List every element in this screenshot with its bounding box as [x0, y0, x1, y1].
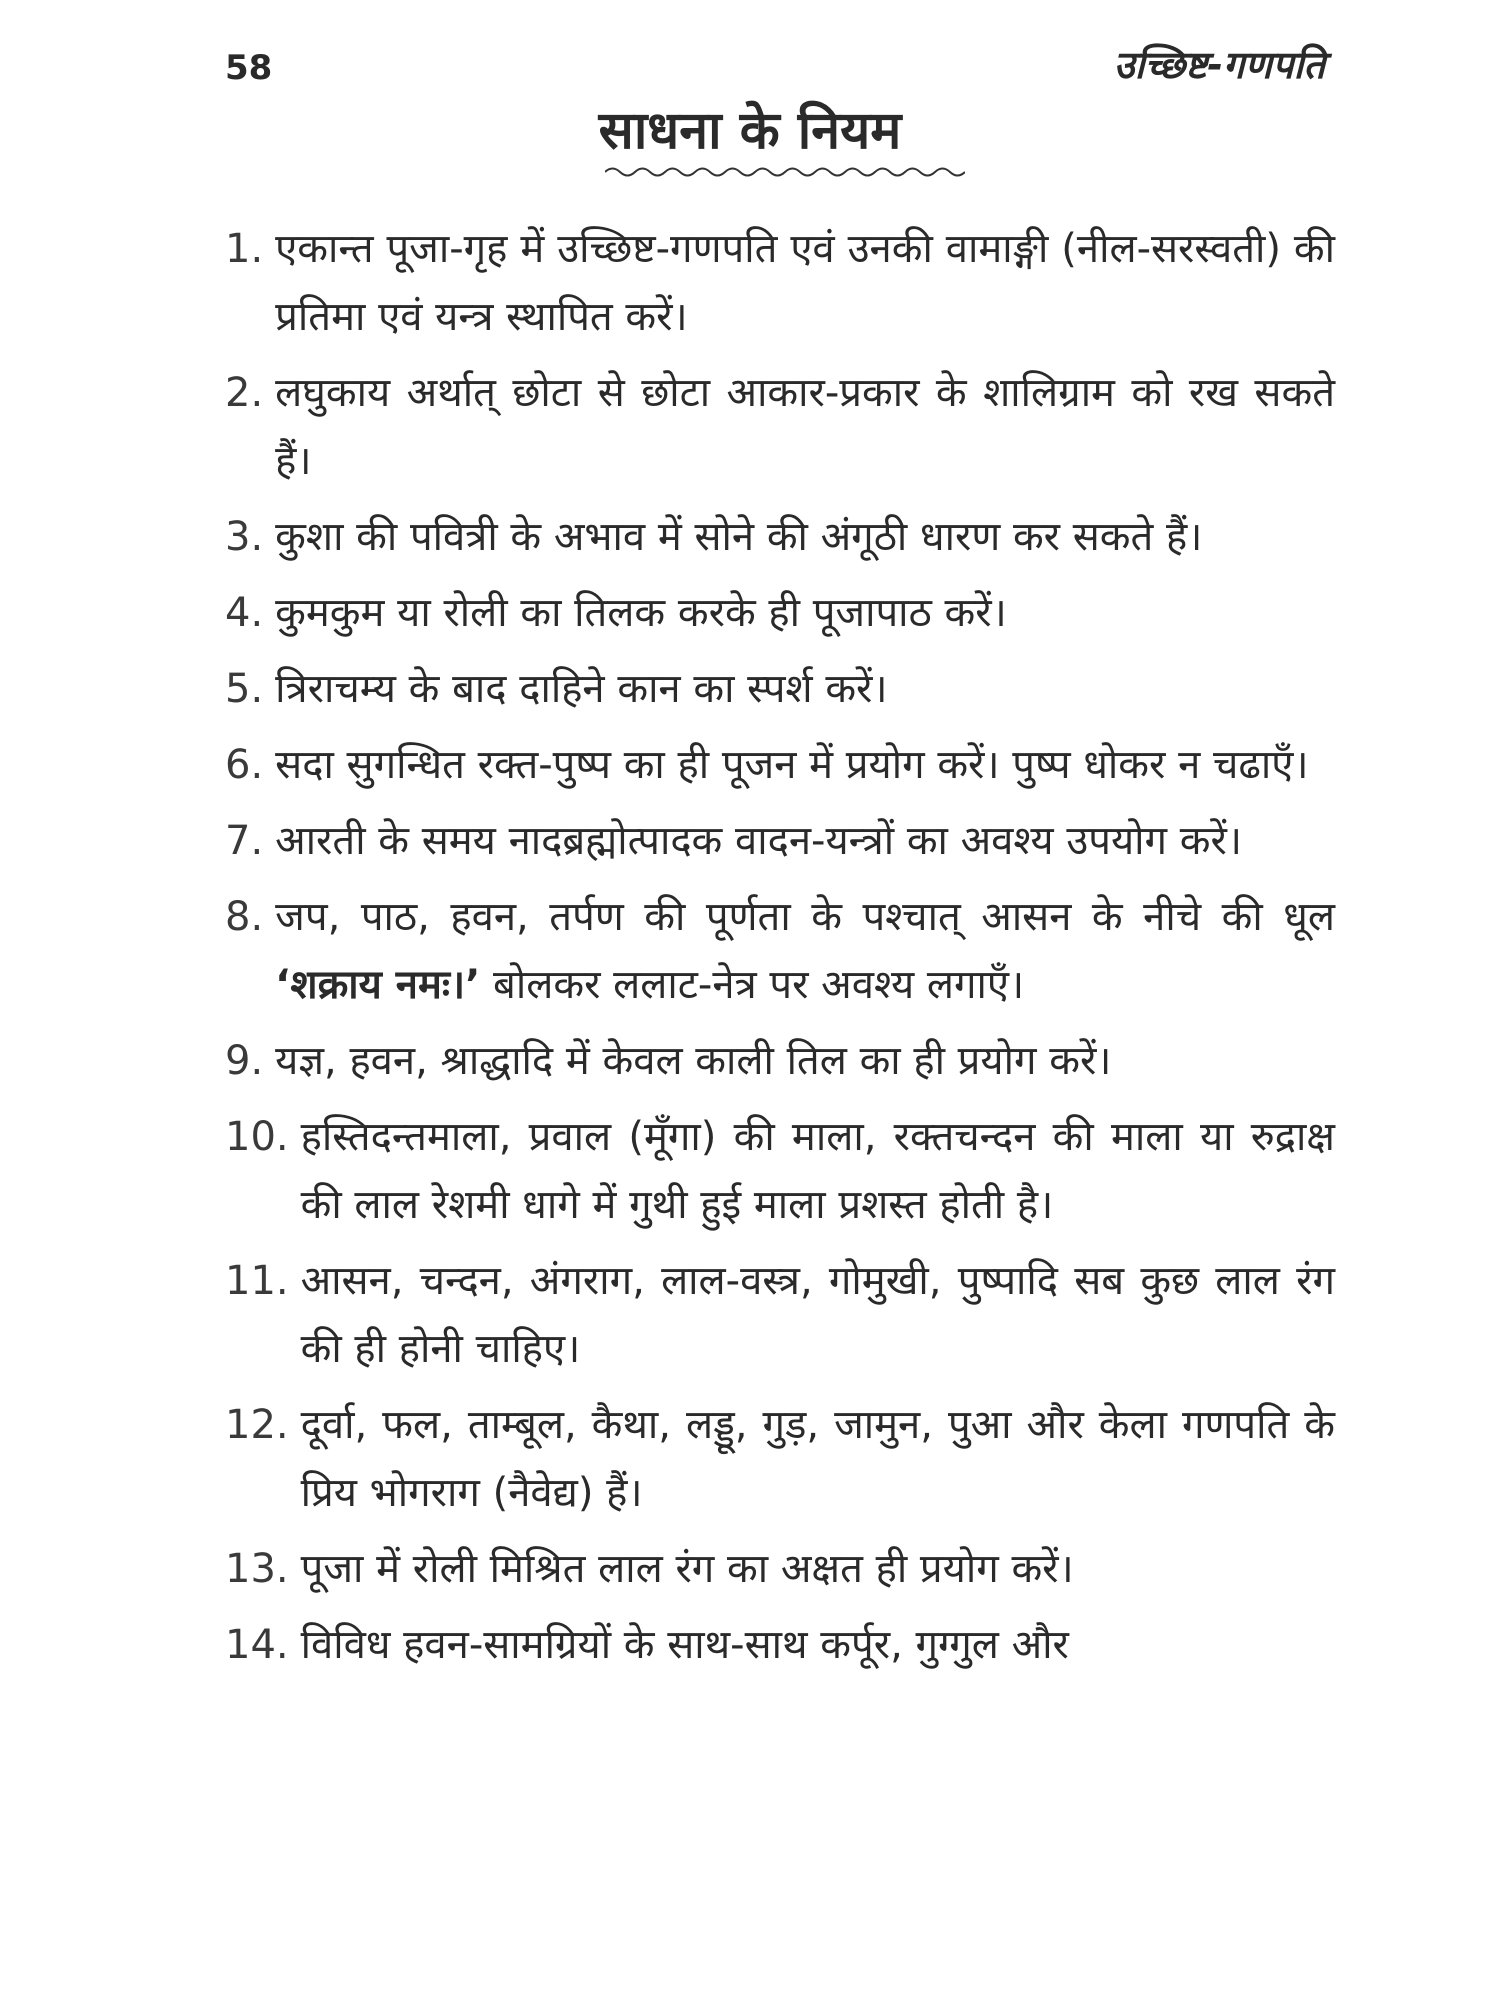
rule-number: 8. [225, 894, 264, 940]
rules-list [225, 215, 1335, 1687]
rule-item [225, 807, 1335, 875]
rule-text: त्रिराचम्य के बाद दाहिने कान का स्पर्श करें। [275, 666, 888, 712]
rule-text: कुशा की पवित्री के अभाव में सोने की अंगूठी धारण कर सकते हैं। [275, 514, 1203, 560]
rule-number: 6. [225, 742, 264, 788]
rule-item [225, 503, 1335, 571]
rule-item [225, 1535, 1335, 1603]
rule-text: आरती के समय नादब्रह्मोत्पादक वादन-यन्त्रों का अवश्य उपयोग करें। [275, 818, 1243, 864]
rule-text: हस्तिदन्तमाला, प्रवाल (मूँगा) की माला, रक्तचन्दन की माला या रुद्राक्ष की लाल रेशमी धागे में गुथी हुई माला प्रशस्त होती है। [300, 1114, 1335, 1228]
rule-text: यज्ञ, हवन, श्राद्धादि में केवल काली तिल का ही प्रयोग करें। [275, 1038, 1112, 1084]
rule-number: 13. [225, 1546, 289, 1592]
rule-item [225, 1103, 1335, 1239]
rule-item [225, 1391, 1335, 1527]
rule-item [225, 1027, 1335, 1095]
rule-item [225, 655, 1335, 723]
rule-text: पूजा में रोली मिश्रित लाल रंग का अक्षत ही प्रयोग करें। [300, 1546, 1074, 1592]
wavy-underline-ornament [605, 165, 965, 179]
rule-number: 9. [225, 1038, 264, 1084]
rule-text: विविध हवन-सामग्रियों के साथ-साथ कर्पूर, गुग्गुल और [300, 1622, 1069, 1668]
page-number: 58 [225, 48, 273, 88]
rule-item [225, 1611, 1335, 1679]
rule-item [225, 579, 1335, 647]
rule-text-after: बोलकर ललाट-नेत्र पर अवश्य लगाएँ। [480, 962, 1025, 1008]
rule-number: 10. [225, 1114, 289, 1160]
rule-text: दूर्वा, फल, ताम्बूल, कैथा, लड्डू, गुड़, जामुन, पुआ और केला गणपति के प्रिय भोगराग (नैवेद्य) हैं। [300, 1402, 1335, 1516]
rule-text: कुमकुम या रोली का तिलक करके ही पूजापाठ करें। [275, 590, 1007, 636]
rule-item [225, 731, 1335, 799]
rule-number: 2. [225, 370, 264, 416]
rule-number: 3. [225, 514, 264, 560]
rule-item [225, 215, 1335, 351]
rule-text: लघुकाय अर्थात् छोटा से छोटा आकार-प्रकार के शालिग्राम को रख सकते हैं। [275, 370, 1335, 484]
rule-number: 14. [225, 1622, 289, 1668]
rule-item [225, 1247, 1335, 1383]
rule-number: 12. [225, 1402, 289, 1448]
rule-number: 11. [225, 1258, 289, 1304]
rule-number: 4. [225, 590, 264, 636]
rule-text-before: जप, पाठ, हवन, तर्पण की पूर्णता के पश्चात् आसन के नीचे की धूल [275, 894, 1335, 940]
mantra-text: ‘शक्राय नमः।’ [275, 962, 481, 1008]
rule-text: आसन, चन्दन, अंगराग, लाल-वस्त्र, गोमुखी, पुष्पादि सब कुछ लाल रंग की ही होनी चाहिए। [300, 1258, 1335, 1372]
rule-number: 5. [225, 666, 264, 712]
running-header: उच्छिष्ट-गणपति [1113, 43, 1325, 87]
rule-number: 7. [225, 818, 264, 864]
rule-text [275, 883, 1335, 1019]
rule-item [225, 883, 1335, 1019]
rule-text: सदा सुगन्धित रक्त-पुष्प का ही पूजन में प्रयोग करें। पुष्प धोकर न चढाएँ। [275, 742, 1309, 788]
rule-text: एकान्त पूजा-गृह में उच्छिष्ट-गणपति एवं उनकी वामाङ्गी (नील-सरस्वती) की प्रतिमा एवं यन्त्र स्थापित करें। [275, 226, 1335, 340]
rule-number: 1. [225, 226, 264, 272]
rule-item [225, 359, 1335, 495]
section-title: साधना के नियम [598, 101, 902, 161]
